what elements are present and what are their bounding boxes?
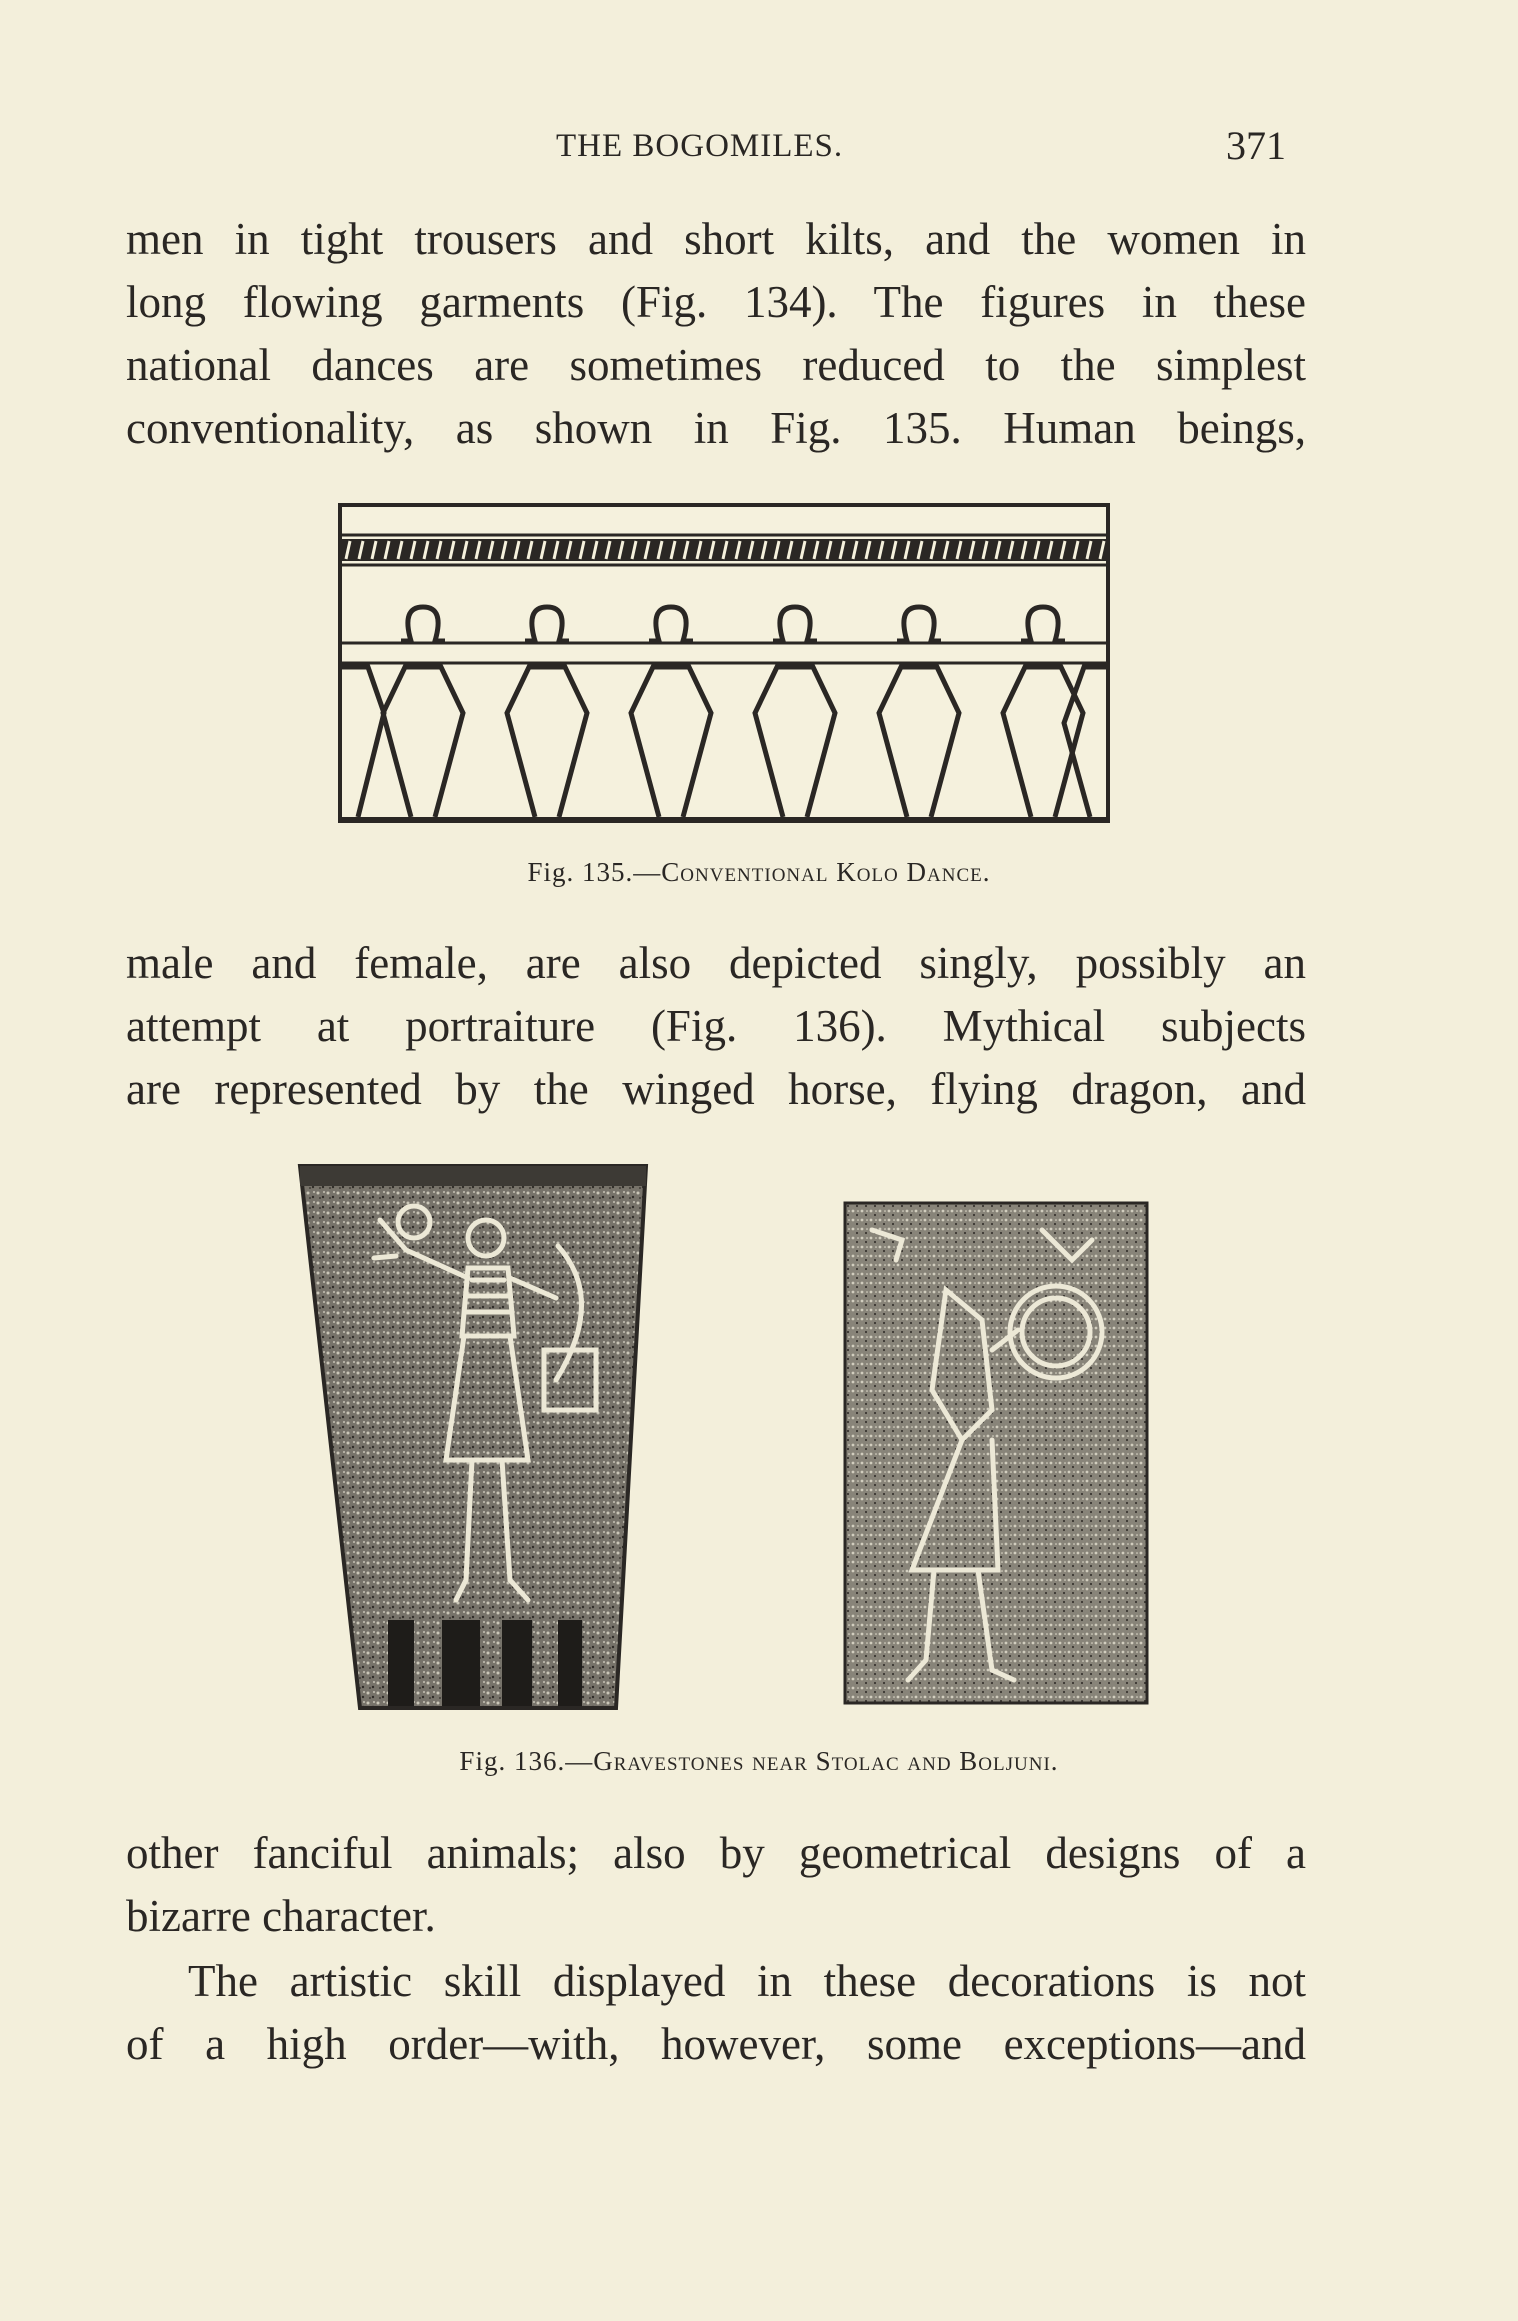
text-line: are represented by the winged horse, flying dragon, and [126,1064,1306,1114]
page-number: 371 [1226,123,1286,168]
running-head [0,122,1518,172]
gravestone-stolac-illustration [296,1160,650,1710]
paragraph-1 [126,208,1306,460]
text-line: The artistic skill displayed in these decorations is not [188,1956,1306,2006]
text-line: attempt at portraiture (Fig. 136). Mythical subjects [126,1001,1306,1051]
kolo-dance-illustration [338,503,1110,825]
text-line: conventionality, as shown in Fig. 135. Human beings, [126,403,1306,453]
paragraph-3 [126,1822,1306,1948]
text-line: national dances are sometimes reduced to the simplest [126,340,1306,390]
text-line: bizarre character. [126,1891,436,1941]
text-line: male and female, are also depicted singly, possibly an [126,938,1306,988]
gravestone-boljuni-illustration [842,1200,1150,1706]
paragraph-2 [126,932,1306,1121]
caption-number: Fig. 135.— [527,857,662,887]
paragraph-4 [126,1950,1306,2076]
text-line: long flowing garments (Fig. 134). The figures in these [126,277,1306,327]
caption-title: Gravestones near Stolac and Boljuni. [593,1746,1059,1776]
running-title: THE BOGOMILES. [556,128,844,164]
caption-title: Conventional Kolo Dance. [661,857,991,887]
text-line: other fanciful animals; also by geometrical designs of a [126,1828,1306,1878]
figure-135-caption [0,857,1518,888]
figure-136-caption [0,1746,1518,1777]
caption-number: Fig. 136.— [459,1746,594,1776]
text-line: men in tight trousers and short kilts, and the women in [126,214,1306,264]
text-line: of a high order—with, however, some exceptions—and [126,2019,1306,2069]
